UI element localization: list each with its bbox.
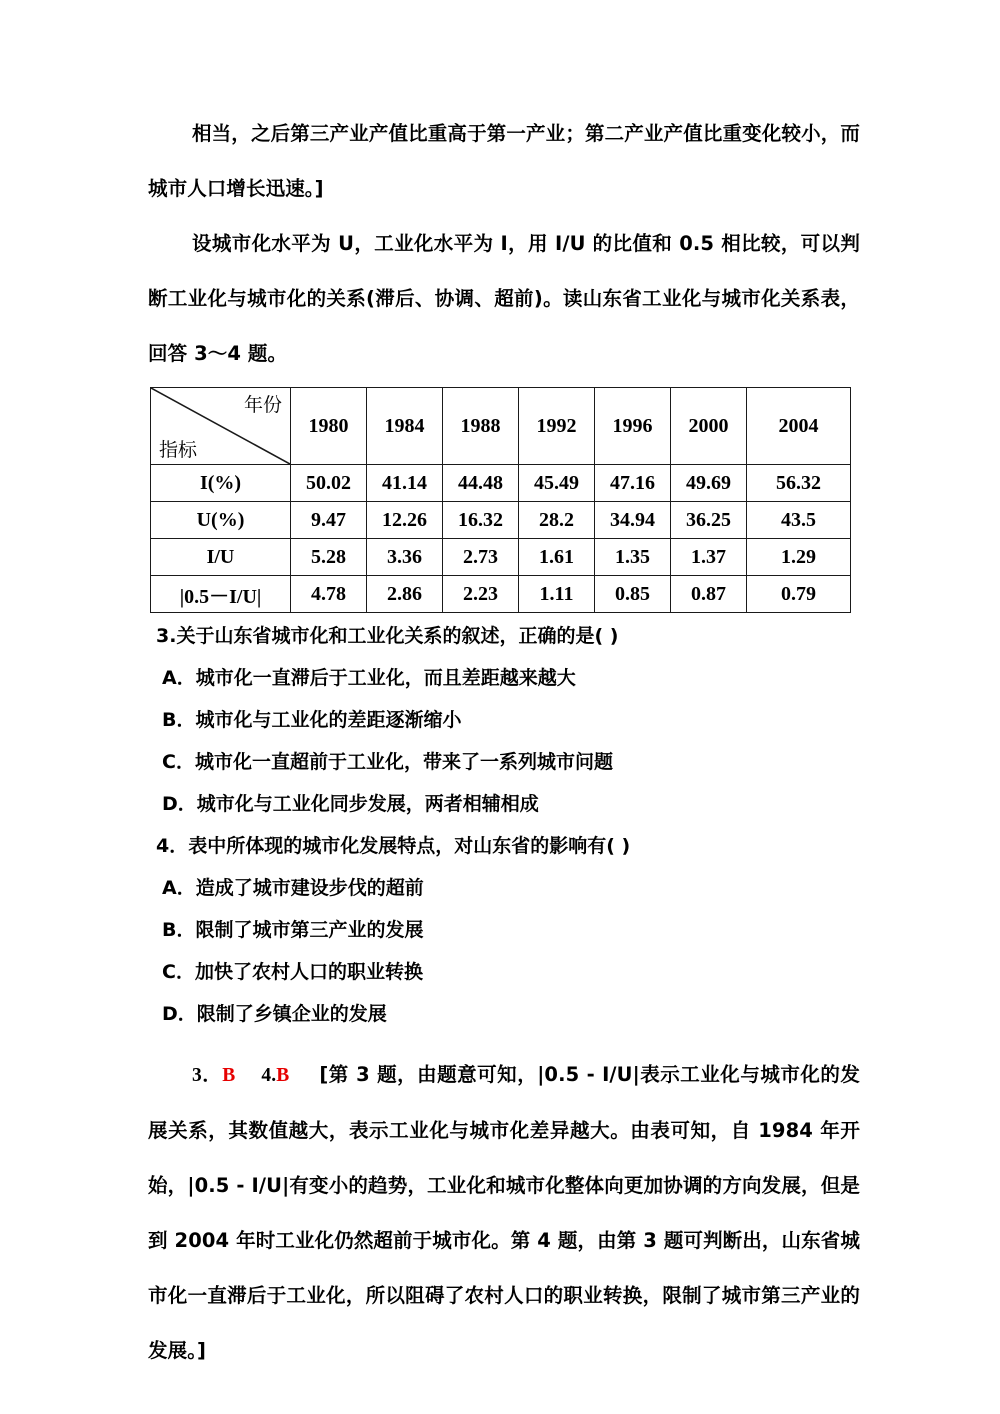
table-cell: 44.48	[443, 465, 519, 502]
table-cell: 16.32	[443, 502, 519, 539]
table-cell: 41.14	[367, 465, 443, 502]
table-cell: 1.11	[519, 576, 595, 613]
table-cell: 0.85	[595, 576, 671, 613]
table-year-header: 1992	[519, 388, 595, 465]
answer-q4-letter: B	[276, 1065, 290, 1086]
table-cell: 36.25	[671, 502, 747, 539]
question-3-block	[148, 615, 860, 825]
table-row-label: U(%)	[151, 502, 291, 539]
question-4-option-c[interactable]: C．加快了农村人口的职业转换	[162, 961, 423, 983]
table-row	[151, 502, 851, 539]
question-3-stem: 3.关于山东省城市化和工业化关系的叙述，正确的是( )	[156, 625, 619, 647]
table-cell: 2.86	[367, 576, 443, 613]
table-cell: 1.29	[747, 539, 851, 576]
table-cell: 12.26	[367, 502, 443, 539]
table-row-label: I(%)	[151, 465, 291, 502]
table-year-header: 1980	[291, 388, 367, 465]
table-corner-cell	[151, 388, 291, 465]
urbanization-industrialization-table	[150, 387, 851, 613]
intro-paragraph: 相当，之后第三产业产值比重高于第一产业；第二产业产值比重变化较小，而城市人口增长迅速。]	[148, 122, 860, 200]
table-year-header: 1988	[443, 388, 519, 465]
table-cell: 45.49	[519, 465, 595, 502]
corner-year-label: 年份	[243, 394, 282, 416]
question-3-option-d[interactable]: D．城市化与工业化同步发展，两者相辅相成	[162, 793, 539, 815]
question-4-option-d[interactable]: D．限制了乡镇企业的发展	[162, 1003, 387, 1025]
question-4-option-a[interactable]: A．造成了城市建设步伐的超前	[162, 877, 424, 899]
table-row-label: I/U	[151, 539, 291, 576]
table-cell: 50.02	[291, 465, 367, 502]
table-cell: 1.35	[595, 539, 671, 576]
table-cell: 1.61	[519, 539, 595, 576]
table-cell: 43.5	[747, 502, 851, 539]
table-cell: 47.16	[595, 465, 671, 502]
corner-index-label: 指标	[159, 439, 198, 461]
urbanization-table-wrapper	[150, 387, 860, 613]
question-4-stem: 4．表中所体现的城市化发展特点，对山东省的影响有( )	[156, 835, 631, 857]
table-cell: 3.36	[367, 539, 443, 576]
table-cell: 34.94	[595, 502, 671, 539]
table-cell: 28.2	[519, 502, 595, 539]
table-cell: 0.87	[671, 576, 747, 613]
answer-q4-number: 4.	[261, 1065, 277, 1086]
table-year-header: 1984	[367, 388, 443, 465]
answer-q3-number: 3．	[192, 1065, 223, 1086]
table-header-row	[151, 388, 851, 465]
answer-explanation-text: [第 3 题，由题意可知，|0.5 - I/U|表示工业化与城市化的发展关系，其数值越大，表示工业化与城市化差异越大。由表可知，自 1984 年开始，|0.5 - I/U|有变小的趋势，工业化和城市化整体向更加协调的方向发展，但是到 2004 年时工业化仍然超前于城市化。第 4 题，由第 3 题可判断出，山东省城市化一直滞后于工业化，所以阻碍了农村人口的职业转换，限制了城市第三产业的发展。]	[148, 1063, 861, 1362]
answer-explanation-block	[148, 1047, 860, 1378]
table-cell: 2.23	[443, 576, 519, 613]
table-row	[151, 576, 851, 613]
answer-q3-letter: B	[222, 1065, 236, 1086]
question-3-option-b[interactable]: B．城市化与工业化的差距逐渐缩小	[162, 709, 462, 731]
table-row	[151, 539, 851, 576]
table-cell: 56.32	[747, 465, 851, 502]
question-3-option-c[interactable]: C．城市化一直超前于工业化，带来了一系列城市问题	[162, 751, 613, 773]
table-row-label: |0.5－I/U|	[151, 576, 291, 613]
table-cell: 4.78	[291, 576, 367, 613]
table-year-header: 2000	[671, 388, 747, 465]
table-cell: 1.37	[671, 539, 747, 576]
table-cell: 49.69	[671, 465, 747, 502]
table-cell: 0.79	[747, 576, 851, 613]
table-cell: 9.47	[291, 502, 367, 539]
question-3-option-a[interactable]: A．城市化一直滞后于工业化，而且差距越来越大	[162, 667, 576, 689]
table-cell: 2.73	[443, 539, 519, 576]
table-year-header: 1996	[595, 388, 671, 465]
question-4-option-b[interactable]: B．限制了城市第三产业的发展	[162, 919, 424, 941]
question-stem-paragraph: 设城市化水平为 U，工业化水平为 I，用 I/U 的比值和 0.5 相比较，可以判断工业化与城市化的关系(滞后、协调、超前)。读山东省工业化与城市化关系表，回答 3～4 题。	[148, 232, 860, 365]
table-year-header: 2004	[747, 388, 851, 465]
table-row	[151, 465, 851, 502]
table-cell: 5.28	[291, 539, 367, 576]
question-4-block	[148, 825, 860, 1035]
answer-paragraph	[148, 1047, 860, 1378]
